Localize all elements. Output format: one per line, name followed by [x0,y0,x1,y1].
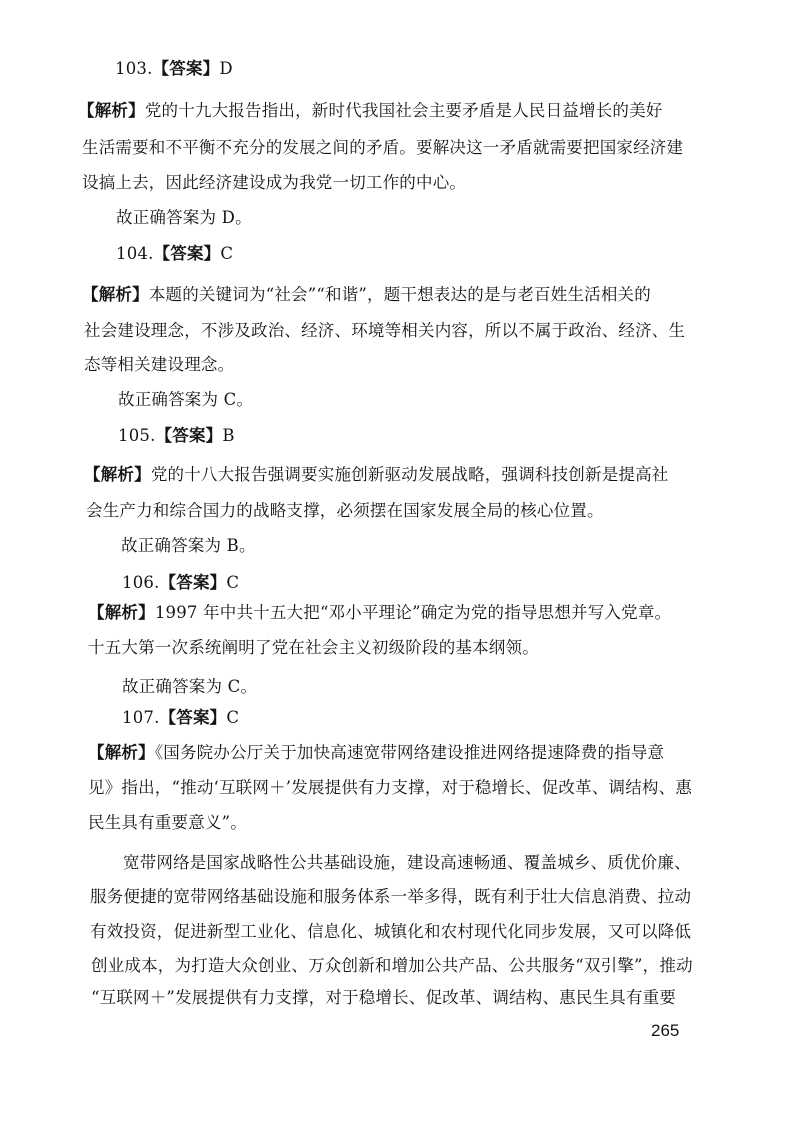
q103-answer-line [115,58,233,80]
q104-analysis-text: 本题的关键词为“社会”“和谐”，题干想表达的是与老百姓生活相关的 [148,285,651,304]
q105-analysis-line1 [84,464,669,486]
answer-open-bracket: 【 [159,708,177,727]
q107-para2-line1: 宽带网络是国家战略性公共基础设施，建设高速畅通、覆盖城乡、质优价廉、 [123,853,691,872]
answer-close-bracket: 】 [202,59,220,78]
q107-para2-line2: 服务便捷的宽带网络基础设施和服务体系一举多得，既有利于壮大信息消费、拉动 [90,887,692,906]
answer-open-bracket: 【 [159,573,177,592]
q106-conclusion: 故正确答案为 C。 [122,677,258,696]
q106-answer-line [122,572,239,594]
q105-answer: B [222,426,235,445]
analysis-label: 解析 [104,603,139,622]
q106-line2: 十五大第一次系统阐明了党在社会主义初级阶段的基本纲领。 [88,638,539,657]
answer-label: 答案 [170,244,204,263]
analysis-close-bracket: 】 [138,603,155,622]
q106-answer: C [226,573,240,592]
q103-conclusion: 故正确答案为 D。 [116,208,252,227]
q105-answer-line [118,425,235,447]
analysis-label: 解析 [98,285,133,304]
answer-open-bracket: 【 [153,244,171,263]
analysis-open-bracket: 【 [84,465,101,484]
q105-line2: 会生产力和综合国力的战略支撑，必须摆在国家发展全局的核心位置。 [86,501,604,520]
q103-analysis-text: 党的十九大报告指出，新时代我国社会主要矛盾是人民日益增长的美好 [144,101,663,120]
q107-para2-line3: 有效投资，促进新型工业化、信息化、城镇化和农村现代化同步发展，又可以降低 [90,922,692,941]
q106-analysis-line1 [88,602,671,624]
answer-close-bracket: 】 [209,573,227,592]
answer-close-bracket: 】 [203,244,221,263]
analysis-open-bracket: 【 [82,285,99,304]
q107-answer: C [226,708,240,727]
answer-open-bracket: 【 [152,59,170,78]
q107-line2: 见》指出，“推动‘互联网＋’发展提供有力支撑，对于稳增长、促改革、调结构、惠 [88,778,693,797]
answer-label: 答案 [172,426,206,445]
q104-number: 104. [116,244,154,263]
answer-label: 答案 [169,59,203,78]
answer-label: 答案 [176,573,210,592]
analysis-close-bracket: 】 [138,743,155,762]
q104-line3: 态等相关建设理念。 [84,355,235,374]
q105-number: 105. [118,426,156,445]
answer-close-bracket: 】 [205,426,223,445]
analysis-close-bracket: 】 [132,285,149,304]
q103-answer: D [219,59,233,78]
q103-line2: 生活需要和不平衡不充分的发展之间的矛盾。要解决这一矛盾就需要把国家经济建 [82,138,684,157]
q103-line3: 设搞上去，因此经济建设成为我党一切工作的中心。 [82,173,467,192]
q107-line3: 民生具有重要意义”。 [88,813,247,832]
q105-analysis-text: 党的十八大报告强调要实施创新驱动发展战略，强调科技创新是提高社 [150,465,669,484]
answer-label: 答案 [176,708,210,727]
q104-answer: C [220,244,234,263]
answer-open-bracket: 【 [155,426,173,445]
q104-analysis-line1 [82,284,651,306]
analysis-close-bracket: 】 [134,465,151,484]
q107-analysis-line1 [88,742,664,764]
q103-number: 103. [115,59,153,78]
q107-analysis-text: 《国务院办公厅关于加快高速宽带网络建设推进网络提速降费的指导意 [154,743,665,762]
page-number: 265 [651,1021,680,1040]
q104-line2: 社会建设理念，不涉及政治、经济、环境等相关内容，所以不属于政治、经济、生 [84,321,686,340]
q107-answer-line [122,707,239,729]
analysis-open-bracket: 【 [88,743,105,762]
answer-close-bracket: 】 [209,708,227,727]
q103-analysis-line1 [78,100,663,122]
q104-answer-line [116,243,233,265]
q107-para2-line5: “互联网＋”发展提供有力支撑，对于稳增长、促改革、调结构、惠民生具有重要 [91,988,677,1007]
q106-analysis-text: 1997 年中共十五大把“邓小平理论”确定为党的指导思想并写入党章。 [154,603,672,622]
analysis-label: 解析 [104,743,139,762]
q107-number: 107. [122,708,160,727]
q106-number: 106. [122,573,160,592]
analysis-open-bracket: 【 [78,101,95,120]
analysis-close-bracket: 】 [128,101,145,120]
q105-conclusion: 故正确答案为 B。 [121,536,256,555]
analysis-open-bracket: 【 [88,603,105,622]
analysis-label: 解析 [94,101,129,120]
q107-para2-line4: 创业成本，为打造大众创业、万众创新和增加公共产品、公共服务“双引擎”，推动 [91,956,693,975]
q104-conclusion: 故正确答案为 C。 [118,390,254,409]
analysis-label: 解析 [100,465,135,484]
